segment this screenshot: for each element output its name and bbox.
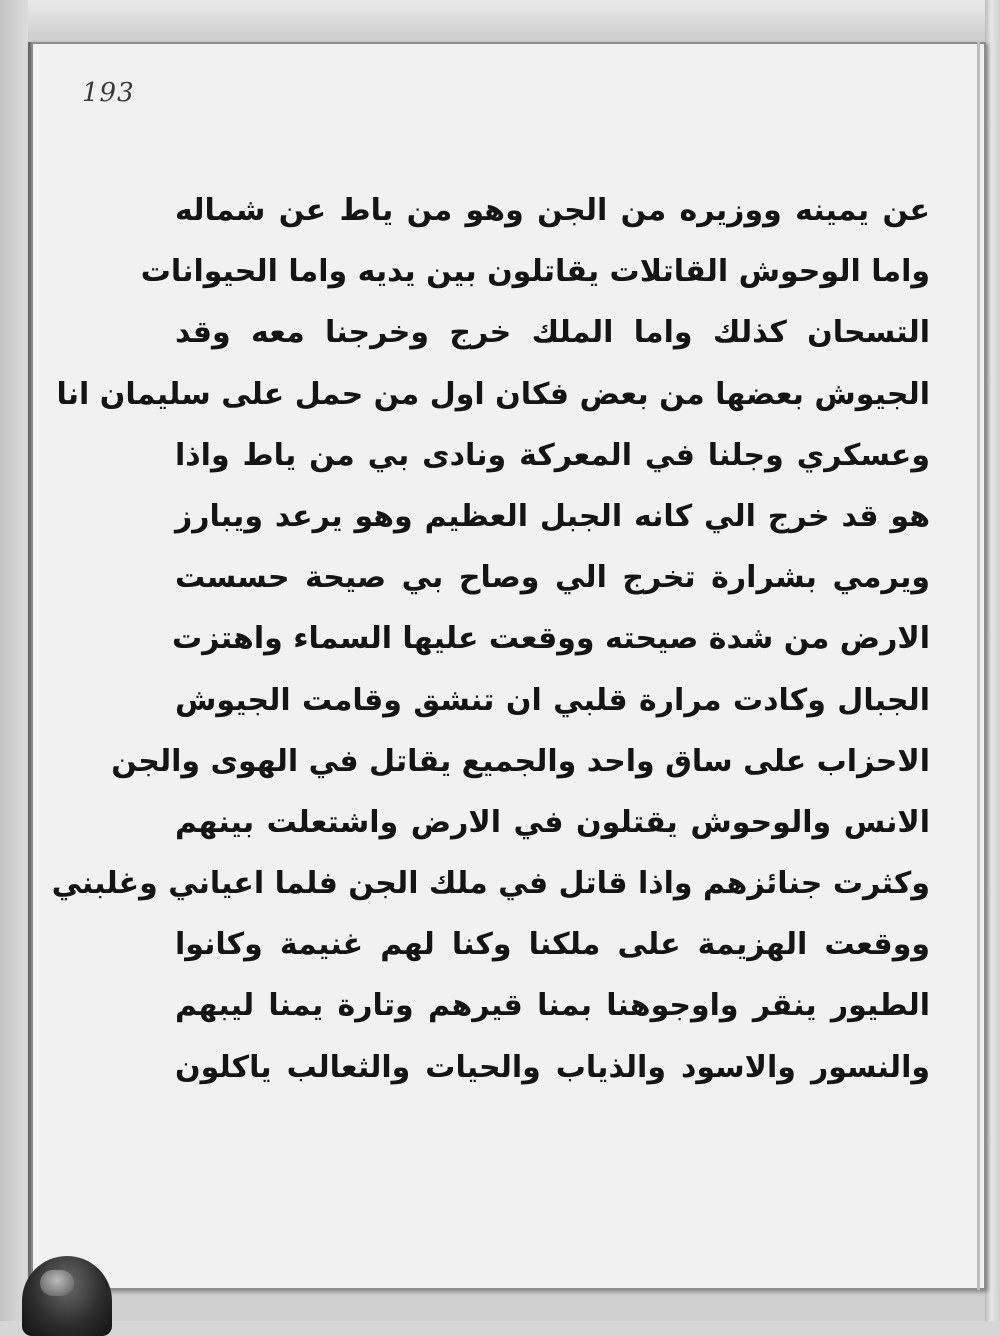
text-line: وعسكري وجلنا في المعركة ونادى بي من ياط واذا [175, 437, 930, 473]
text-line: هو قد خرج الي كانه الجبل العظيم وهو يرعد ويبارز [175, 498, 930, 534]
text-line: الاحزاب على ساق واحد والجميع يقاتل في الهوى والجن [111, 743, 930, 779]
text-line: الجبال وكادت مرارة قلبي ان تنشق وقامت الجيوش [175, 682, 930, 718]
folio-number: 193 [82, 78, 135, 108]
scan-left-margin [0, 0, 28, 1321]
text-line: ويرمي بشرارة تخرج الي وصاح بي صيحة حسست [175, 560, 930, 596]
text-line: الطيور ينقر واوجوهنا بمنا قيرهم وتارة يمنا ليبهم [175, 988, 930, 1024]
text-line: عن يمينه ووزيره من الجن وهو من ياط عن شماله [175, 193, 930, 228]
text-line: ووقعت الهزيمة على ملكنا وكنا لهم غنيمة وكانوا [175, 927, 930, 963]
text-line: الارض من شدة صيحته ووقعت عليها السماء واهتزت [171, 621, 930, 657]
text-line: وكثرت جنائزهم واذا قاتل في ملك الجن فلما اعياني وغلبني [51, 866, 930, 902]
text-line: واما الوحوش القاتلات يقاتلون بين يديه واما الحيوانات [140, 254, 930, 290]
binding-edge [985, 0, 1000, 1321]
text-line: والنسور والاسود والذياب والحيات والثعالب ياكلون [175, 1049, 930, 1085]
thumb-nail-highlight [40, 1270, 74, 1296]
text-line: التسحان كذلك واما الملك خرج وخرجنا معه وقد [175, 315, 930, 351]
text-line: الانس والوحوش يقتلون في الارض واشتعلت بينهم [175, 804, 930, 840]
scanner-thumb [22, 1256, 112, 1336]
manuscript-text [51, 180, 930, 1098]
text-line: الجيوش بعضها من بعض فكان اول من حمل على سليمان انا [56, 376, 930, 412]
backing-page-top [0, 0, 1000, 32]
